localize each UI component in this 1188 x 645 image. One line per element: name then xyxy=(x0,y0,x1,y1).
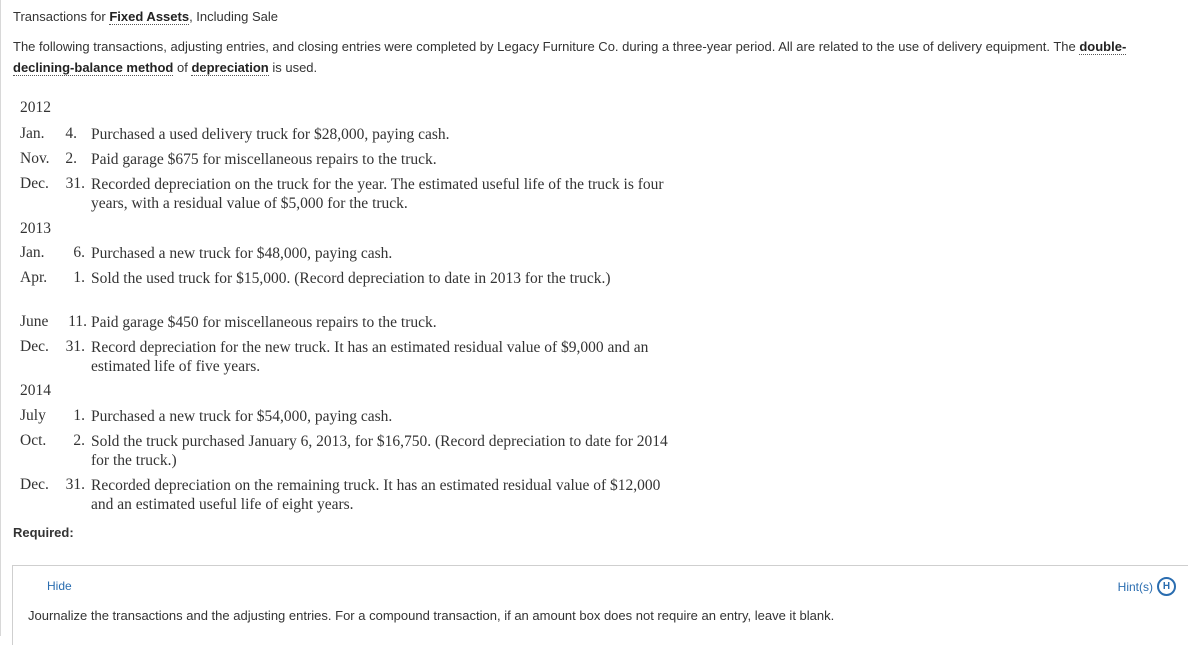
transaction-month: Nov. xyxy=(20,150,50,167)
intro-text: The following transactions, adjusting entries, and closing entries were completed by Legacy Furniture Co. during a three-year period. All are related to the use of delivery equipment. The xyxy=(13,39,1080,54)
left-border xyxy=(0,0,1,636)
glossary-term-ddb-method[interactable]: double-declining-balance method xyxy=(13,39,1127,75)
transaction-month: Oct. xyxy=(20,432,47,449)
transaction-description: Record depreciation for the new truck. It has an estimated residual value of $9,000 and an estimated life of five years. xyxy=(91,339,649,375)
transaction-description: Sold the used truck for $15,000. (Record depreciation to date in 2013 for the truck.) xyxy=(91,270,611,287)
problem-intro xyxy=(13,36,1173,78)
required-label: Required: xyxy=(13,525,74,540)
transaction-month: Dec. xyxy=(20,338,49,355)
transaction-day: 31. xyxy=(65,338,85,355)
hint-icon: H xyxy=(1157,577,1176,596)
transaction-month: Dec. xyxy=(20,175,49,192)
title-suffix: , Including Sale xyxy=(189,9,278,24)
transaction-month: Apr. xyxy=(20,269,48,286)
transaction-description: Recorded depreciation on the remaining truck. It has an estimated residual value of $12,000 and an estimated useful life of eight years. xyxy=(91,477,661,513)
transaction-description: Purchased a new truck for $48,000, paying cash. xyxy=(91,245,393,262)
glossary-term-fixed-assets[interactable]: Fixed Assets xyxy=(109,9,190,24)
transaction-month: July xyxy=(20,407,46,424)
transaction-day: 1. xyxy=(73,269,85,286)
transaction-month: Jan. xyxy=(20,125,45,142)
transaction-description: Paid garage $675 for miscellaneous repairs to the truck. xyxy=(91,151,437,168)
transaction-description: Purchased a new truck for $54,000, paying cash. xyxy=(91,408,393,425)
hints-label: Hint(s) xyxy=(1117,579,1153,594)
transaction-day: 4. xyxy=(65,125,77,142)
transaction-day: 11. xyxy=(68,313,87,330)
transaction-description: Sold the truck purchased January 6, 2013, for $16,750. (Record depreciation to date for 2014 for the truck.) xyxy=(91,433,668,469)
transaction-day: 31. xyxy=(65,175,85,192)
transaction-month: Jan. xyxy=(20,244,45,261)
year-heading: 2013 xyxy=(20,220,51,237)
transaction-description: Recorded depreciation on the truck for the year. The estimated useful life of the truck is four years, with a residual value of $5,000 for the truck. xyxy=(91,176,664,212)
problem-title xyxy=(13,9,278,24)
transaction-day: 2. xyxy=(73,432,85,449)
title-prefix: Transactions for xyxy=(13,9,110,24)
transaction-description: Paid garage $450 for miscellaneous repairs to the truck. xyxy=(91,314,437,331)
intro-text: of xyxy=(173,60,192,75)
transaction-day: 1. xyxy=(73,407,85,424)
year-heading: 2014 xyxy=(20,382,51,399)
year-heading: 2012 xyxy=(20,99,51,116)
glossary-term-depreciation[interactable]: depreciation xyxy=(191,60,269,75)
instruction-text: Journalize the transactions and the adjusting entries. For a compound transaction, if an amount box does not require an entry, leave it blank. xyxy=(28,608,835,623)
transaction-month: June xyxy=(20,313,49,330)
hide-link[interactable]: Hide xyxy=(47,579,72,593)
hints-button[interactable] xyxy=(1118,577,1176,596)
intro-text: is used. xyxy=(268,60,318,75)
transaction-day: 2. xyxy=(65,150,77,167)
hint-panel xyxy=(12,565,1188,645)
transaction-description: Purchased a used delivery truck for $28,000, paying cash. xyxy=(91,126,450,143)
transaction-day: 6. xyxy=(73,244,85,261)
transaction-day: 31. xyxy=(65,476,85,493)
transaction-month: Dec. xyxy=(20,476,49,493)
